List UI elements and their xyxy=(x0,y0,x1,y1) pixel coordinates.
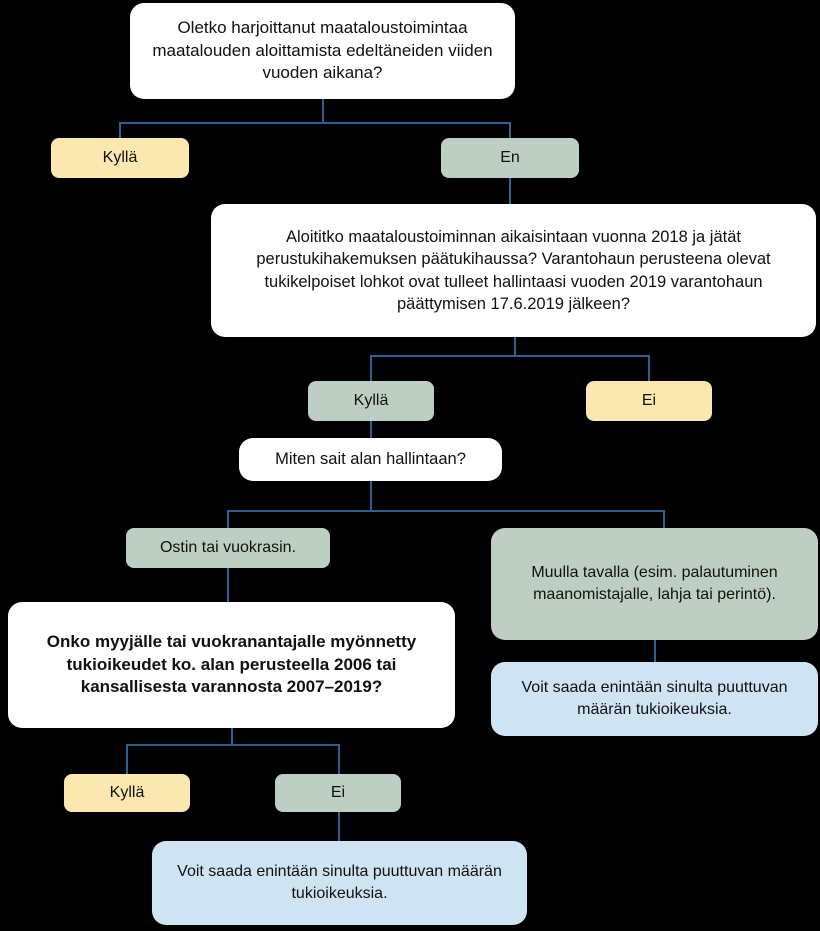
connector-q1-to-no xyxy=(509,122,511,138)
option-node-q3-buy-label: Ostin tai vuokrasin. xyxy=(159,539,297,557)
connector-q2-to-no xyxy=(648,355,650,381)
option-node-q1-yes-label: Kyllä xyxy=(102,149,138,167)
question-node-q4-label: Onko myyjälle tai vuokranantajalle myönnetty tukioikeudet ko. alan perusteella 2006 tai kansallisesta varannosta 2007–2019? xyxy=(46,631,417,697)
connector-q1-to-yes xyxy=(119,122,121,138)
connector-q4-down xyxy=(231,728,233,744)
outcome-node-right-label: Voit saada enintään sinulta puuttuvan määrän tukioikeuksia. xyxy=(521,679,788,718)
option-node-q2-yes[interactable] xyxy=(308,381,434,421)
option-node-q2-no-label: Ei xyxy=(641,392,657,410)
connector-q3-to-buy xyxy=(227,510,229,528)
option-node-q3-other-label: Muulla tavalla (esim. palautuminen maanomistajalle, lahja tai perintö). xyxy=(531,564,778,603)
question-node-q3-label: Miten sait alan hallintaan? xyxy=(275,450,466,469)
question-node-q3 xyxy=(239,438,502,481)
connector-q3-to-other xyxy=(663,510,665,528)
connector-q2-split xyxy=(370,355,650,357)
connector-no-to-q2 xyxy=(509,178,511,204)
connector-q3-down xyxy=(370,481,372,510)
option-node-q1-no-label: En xyxy=(500,149,520,167)
option-node-q3-buy[interactable] xyxy=(126,528,330,568)
option-node-q4-yes-label: Kyllä xyxy=(109,784,145,802)
question-node-q2 xyxy=(211,204,816,337)
option-node-q3-other[interactable] xyxy=(491,528,818,640)
outcome-node-bottom-label: Voit saada enintään sinulta puuttuvan määrän tukioikeuksia. xyxy=(177,863,502,902)
connector-buy-to-q4 xyxy=(227,568,229,602)
option-node-q2-no[interactable] xyxy=(586,381,712,421)
option-node-q4-no-label: Ei xyxy=(330,784,346,802)
question-node-q1 xyxy=(130,3,515,99)
option-node-q4-no[interactable] xyxy=(275,774,401,812)
connector-q4-to-no xyxy=(338,744,340,774)
option-node-q4-yes[interactable] xyxy=(64,774,190,812)
connector-q1-down xyxy=(322,99,324,122)
connector-q4-split xyxy=(126,744,338,746)
connector-q3-split xyxy=(227,510,664,512)
connector-q2-down xyxy=(514,337,516,355)
connector-q1-split xyxy=(119,122,511,124)
question-node-q1-label: Oletko harjoittanut maataloustoimintaa maatalouden aloittamista edeltäneiden viiden vuoden aikana? xyxy=(152,17,493,83)
option-node-q1-yes[interactable] xyxy=(51,138,189,178)
option-node-q2-yes-label: Kyllä xyxy=(353,392,389,410)
outcome-node-bottom xyxy=(152,841,527,925)
connector-q4-to-yes xyxy=(126,744,128,774)
question-node-q4 xyxy=(8,602,455,728)
connector-q4no-to-outcome xyxy=(338,812,340,841)
connector-q2yes-to-q3 xyxy=(370,421,372,438)
outcome-node-right xyxy=(491,662,818,736)
question-node-q2-label: Aloititko maataloustoiminnan aikaisintaan vuonna 2018 ja jätät perustukihakemuksen päätukihaussa? Varantohaun perusteena olevat tukikelpoiset lohkot ovat tulleet hallintaasi vuoden 2019 varantohaun päättymisen 17.6.2019 jälkeen? xyxy=(256,227,771,313)
option-node-q1-no[interactable] xyxy=(441,138,579,178)
connector-q2-to-yes xyxy=(370,355,372,381)
connector-other-to-outcome xyxy=(654,640,656,662)
